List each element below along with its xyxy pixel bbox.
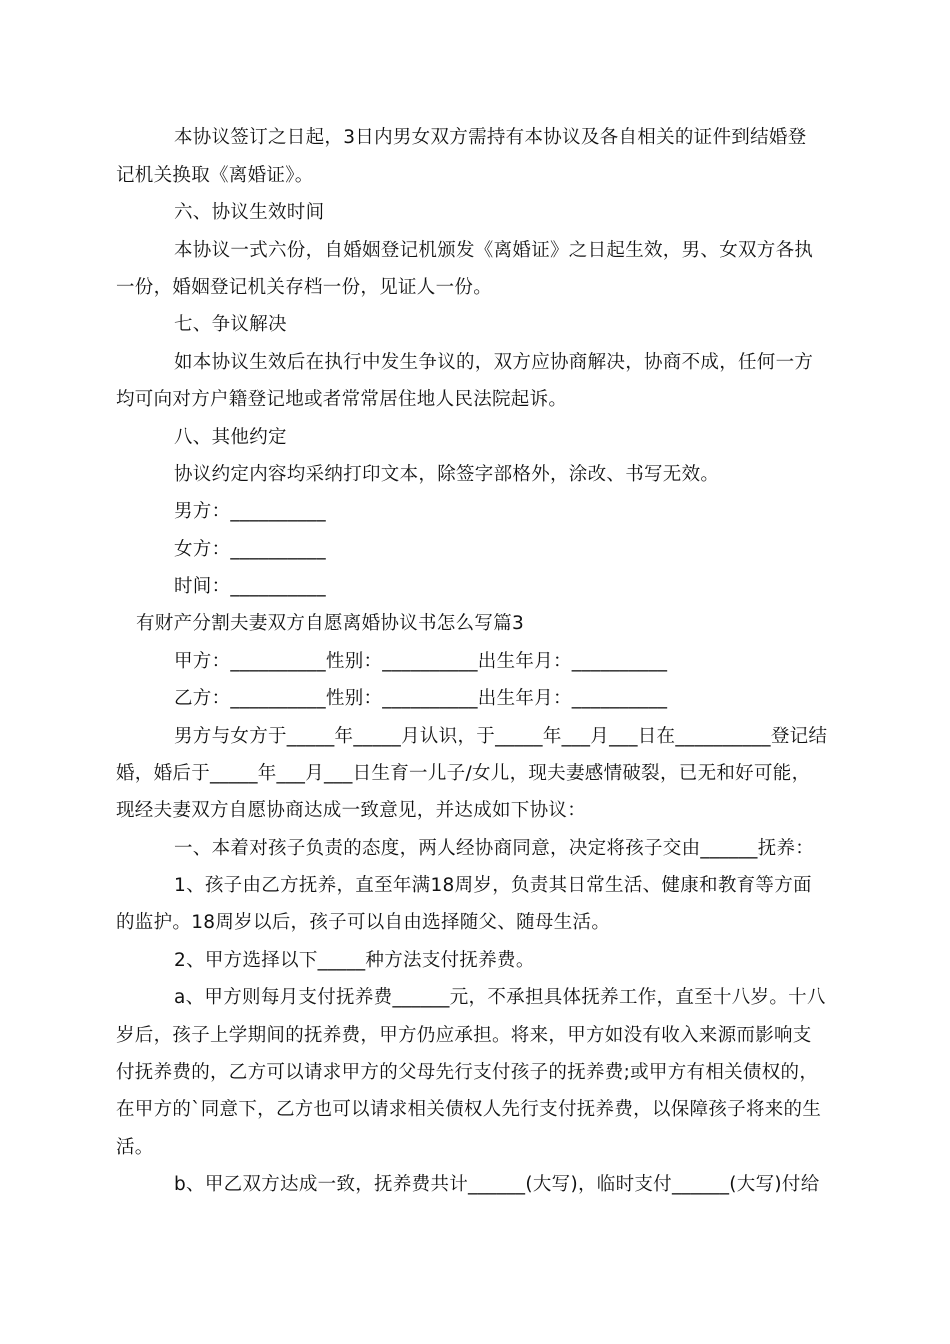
party-a-line: 甲方：__________性别：__________出生年月：__________ [174,651,668,672]
text-line: 协议约定内容均采纳打印文本，除签字部格外，涂改、书写无效。 [174,464,720,485]
section-heading: 七、争议解决 [174,314,287,335]
text-line: 如本协议生效后在执行中发生争议的，双方应协商解决，协商不成，任何一方 [174,352,814,373]
signature-line-female: 女方：__________ [174,539,326,560]
text-line: 一份，婚姻登记机关存档一份，见证人一份。 [116,277,493,298]
text-line: 本协议一式六份，自婚姻登记机颁发《离婚证》之日起生效，男、女双方各执 [174,240,814,261]
text-line: 婚，婚后于_____年___月___日生育一儿子/女儿，现夫妻感情破裂，已无和好可能， [116,763,811,784]
text-line: 均可向对方户籍登记地或者常常居住地人民法院起诉。 [116,389,568,410]
signature-line-date: 时间：__________ [174,576,326,597]
text-line: 活。 [116,1137,154,1158]
signature-line-male: 男方：__________ [174,501,326,522]
text-line: a、甲方则每月支付抚养费______元，不承担具体抚养工作，直至十八岁。十八 [174,987,826,1008]
document-title: 有财产分割夫妻双方自愿离婚协议书怎么写篇3 [136,613,525,634]
text-line: 岁后，孩子上学期间的抚养费，甲方仍应承担。将来，甲方如没有收入来源而影响支 [116,1025,812,1046]
text-line: 的监护。18周岁以后，孩子可以自由选择随父、随母生活。 [116,912,611,933]
text-line: 现经夫妻双方自愿协商达成一致意见，并达成如下协议： [116,800,587,821]
text-line: 记机关换取《离婚证》。 [116,165,314,186]
section-heading: 六、协议生效时间 [174,202,325,223]
text-line: 男方与女方于_____年_____月认识，于_____年___月___日在__________登记结 [174,726,828,747]
text-line: 付抚养费的，乙方可以请求甲方的父母先行支付孩子的抚养费;或甲方有相关债权的， [116,1062,819,1083]
clause-heading: 一、本着对孩子负责的态度，两人经协商同意，决定将孩子交由______抚养： [174,838,815,859]
party-b-line: 乙方：__________性别：__________出生年月：__________ [174,688,668,709]
text-line: 1、孩子由乙方抚养，直至年满18周岁，负责其日常生活、健康和教育等方面 [174,875,812,896]
section-heading: 八、其他约定 [174,427,287,448]
text-line: 本协议签订之日起，3日内男女双方需持有本协议及各自相关的证件到结婚登 [174,127,807,148]
text-line: 2、甲方选择以下_____种方法支付抚养费。 [174,950,535,971]
text-line: 在甲方的`同意下，乙方也可以请求相关债权人先行支付抚养费，以保障孩子将来的生 [116,1099,822,1120]
text-line: b、甲乙双方达成一致，抚养费共计______(大写)，临时支付______(大写)付给 [174,1174,820,1195]
